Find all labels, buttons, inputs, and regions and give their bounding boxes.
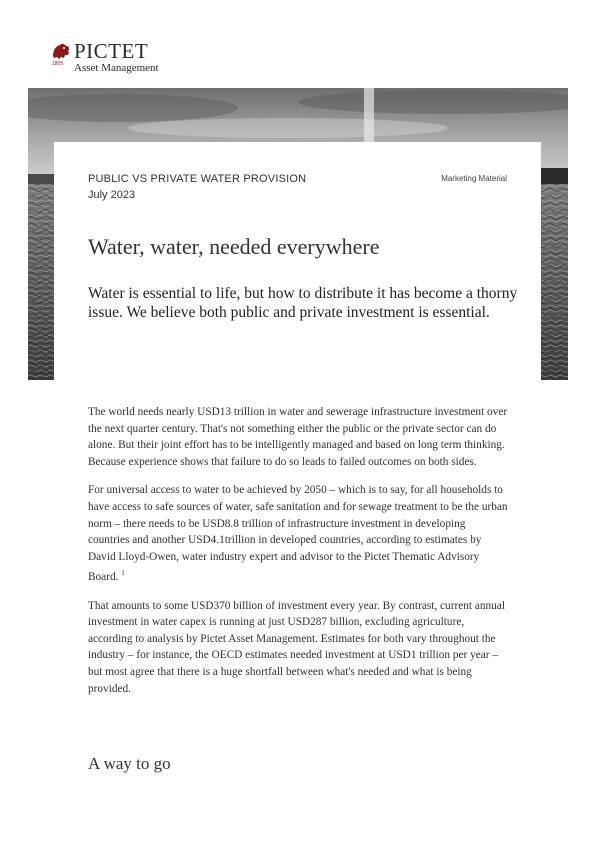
section-heading: A way to go xyxy=(88,754,171,773)
article-category: PUBLIC VS PRIVATE WATER PROVISION xyxy=(88,173,307,185)
logo-subtitle: Asset Management xyxy=(74,62,159,74)
body-paragraph-2-text: For universal access to water to be achieved by 2050 – which is to say, for all households to have access to safe sources of water, safe sanitation and for sewage treatment to be the urban norm – there needs to be USD8.8 trillion of infrastructure investment in developing countries and another USD4.1trillion in developed countries, according to estimates by David Lloyd-Owen, water industry expert and advisor to the Pictet Thematic Advisory Board. xyxy=(88,484,508,584)
publish-date: July 2023 xyxy=(88,189,136,201)
article-body xyxy=(88,404,508,709)
body-paragraph-2 xyxy=(88,482,508,585)
footnote-marker[interactable]: 1 xyxy=(121,569,125,578)
article-title: Water, water, needed everywhere xyxy=(88,234,380,259)
marketing-material-label: Marketing Material xyxy=(441,174,507,183)
pictet-logo xyxy=(50,39,190,74)
article-lede: Water is essential to life, but how to distribute it has become a thorny issue. We believe both public and private investment is essential. xyxy=(88,285,518,321)
lion-emblem-icon xyxy=(50,42,72,62)
body-paragraph-3: That amounts to some USD370 billion of investment every year. By contrast, current annual investment in water capex is running at just USD287 billion, excluding agriculture, according to analysis by Pictet Asset Management. Estimates for both vary throughout the industry – for instance, the OECD estimates needed investment at USD1 trillion per year – but most agree that there is a huge shortfall between what's needed and what is being provided. xyxy=(88,599,505,695)
body-paragraph-1: The world needs nearly USD13 trillion in water and sewerage infrastructure investment over the next quarter century. That's not something either the public or the private sector can do alone. But their joint effort has to be intelligently managed and based on long term thinking. Because experience shows that failure to do so leads to failed outcomes on both sides. xyxy=(88,406,508,468)
logo-brand: PICTET xyxy=(74,39,149,63)
header-card xyxy=(54,142,541,380)
logo-year: 1805 xyxy=(52,61,64,67)
